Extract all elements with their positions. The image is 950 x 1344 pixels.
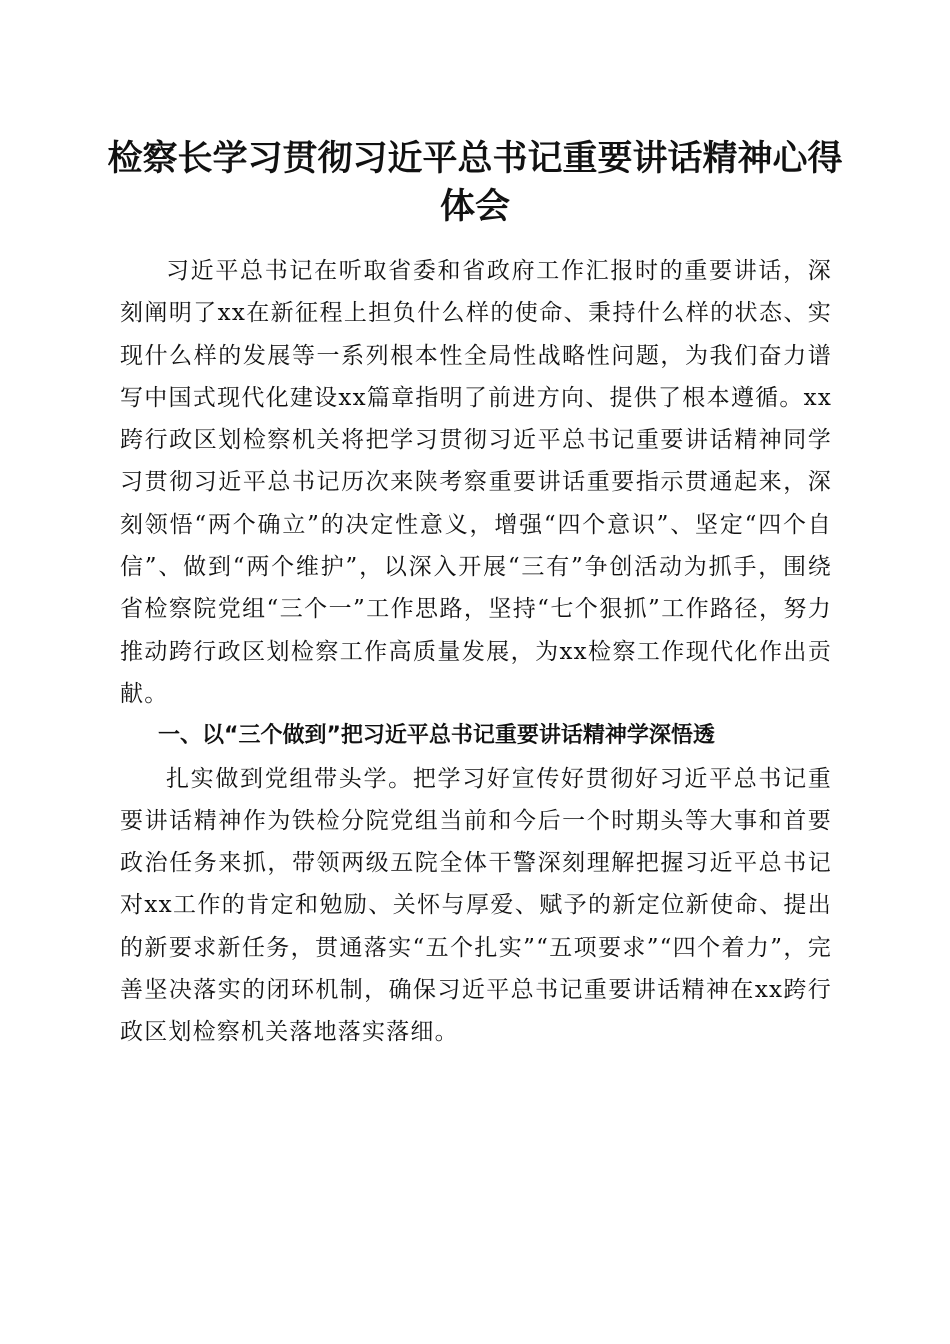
intro-paragraph: 习近平总书记在听取省委和省政府工作汇报时的重要讲话，深刻阐明了xx在新征程上担负什么样的使命、秉持什么样的状态、实现什么样的发展等一系列根本性全局性战略性问题，为我们奋力谱写中国式现代化建设xx篇章指明了前进方向、提供了根本遵循。xx跨行政区划检察机关将把学习贯彻习近平总书记重要讲话精神同学习贯彻习近平总书记历次来陕考察重要讲话重要指示贯通起来，深刻领悟“两个确立”的决定性意义，增强“四个意识”、坚定“四个自信”、做到“两个维护”，以深入开展“三有”争创活动为抓手，围绕省检察院党组“三个一”工作思路，坚持“七个狠抓”工作路径，努力推动跨行政区划检察工作高质量发展，为xx检察工作现代化作出贡献。 bbox=[120, 258, 832, 707]
section-1-heading: 一、以“三个做到”把习近平总书记重要讲话精神学深悟透 bbox=[158, 723, 715, 749]
section-1-paragraph: 扎实做到党组带头学。把学习好宣传好贯彻好习近平总书记重要讲话精神作为铁检分院党组当前和今后一个时期头等大事和首要政治任务来抓，带领两级五院全体干警深刻理解把握习近平总书记对xx工作的肯定和勉励、关怀与厚爱、赋予的新定位新使命、提出的新要求新任务，贯通落实“五个扎实”“五项要求”“四个着力”，完善坚决落实的闭环机制，确保习近平总书记重要讲话精神在xx跨行政区划检察机关落地落实落细。 bbox=[120, 765, 832, 1046]
document-body bbox=[120, 250, 832, 1054]
document-title: 检察长学习贯彻习近平总书记重要讲话精神心得体会 bbox=[107, 138, 843, 227]
